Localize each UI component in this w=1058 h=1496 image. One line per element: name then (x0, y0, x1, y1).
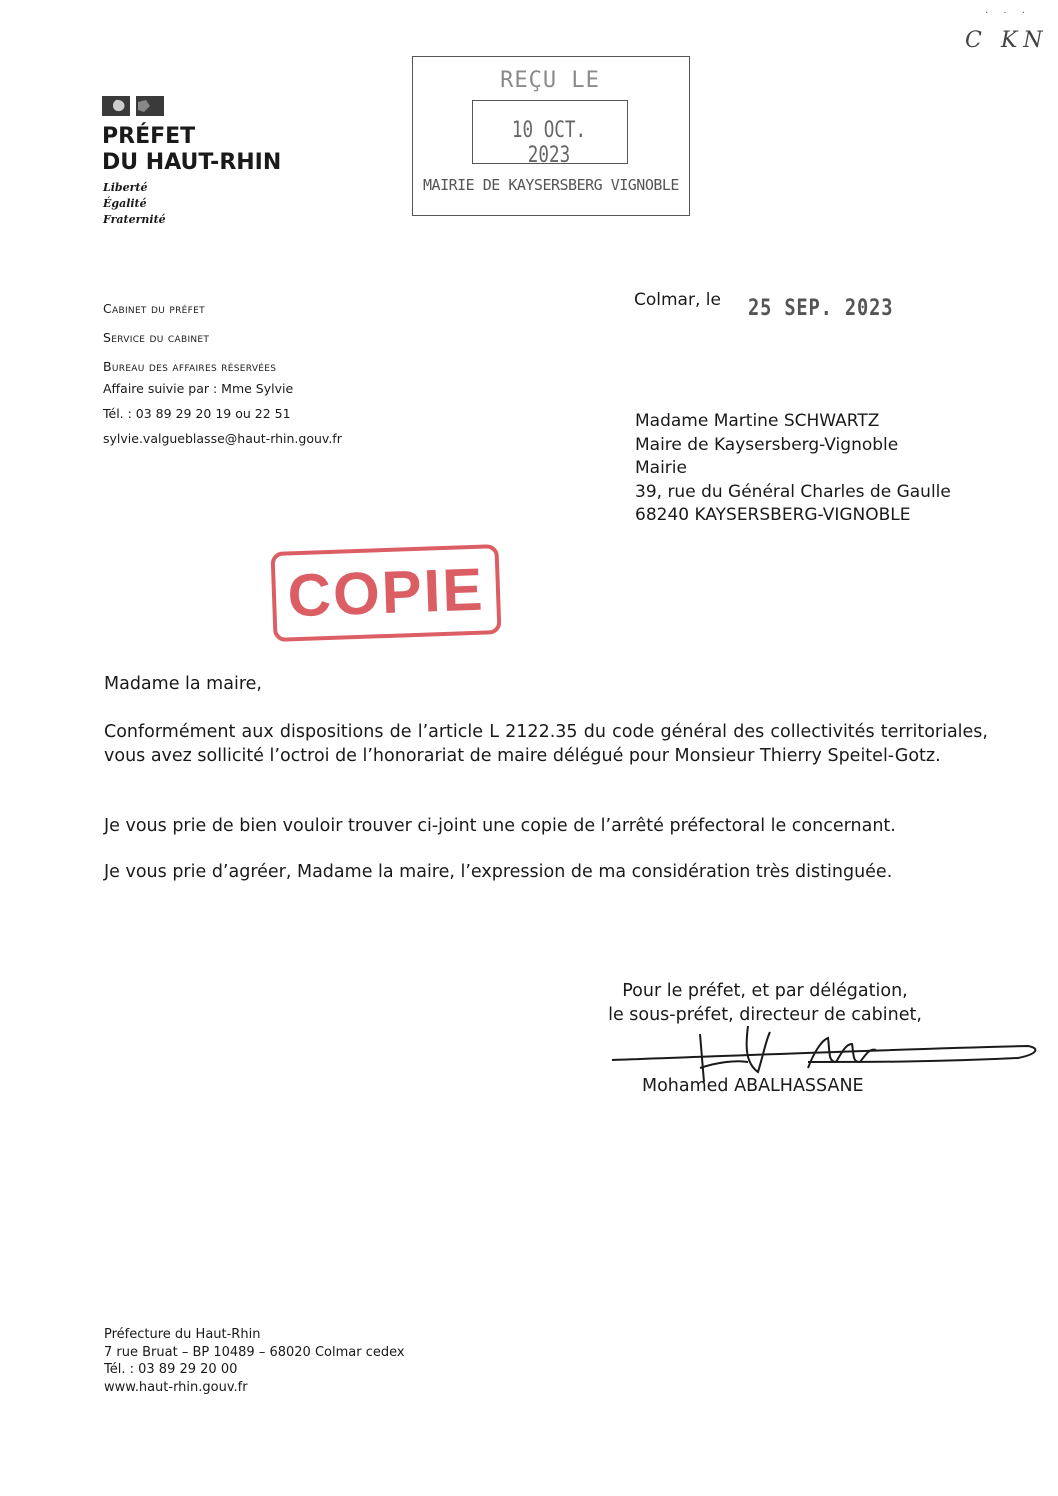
signature-title-line: le sous-préfet, directeur de cabinet, (608, 1005, 922, 1025)
contact-email: sylvie.valgueblasse@haut-rhin.gouv.fr (103, 431, 342, 446)
letter-place: Colmar, le (634, 290, 721, 310)
body-paragraph-1: Conformément aux dispositions de l’article L 2122.35 du code général des collectivités territoriales, vous avez sollicité l’octroi de l’honorariat de maire délégué pour Monsieur Thierry Speitel-Gotz. (104, 722, 988, 766)
motto-fraternite: Fraternité (103, 213, 166, 226)
salutation: Madame la maire, (104, 674, 262, 694)
signatory-name: Mohamed ABALHASSANE (642, 1076, 864, 1096)
body-paragraph-2: Je vous prie de bien vouloir trouver ci-joint une copie de l’arrêté préfectoral le concernant. (104, 816, 896, 836)
letter-date-stamp: 25 SEP. 2023 (748, 296, 894, 321)
service-line-service: Service du cabinet (103, 330, 210, 345)
motto-liberte: Liberté (103, 181, 148, 194)
motto-egalite: Égalité (103, 197, 147, 210)
marianne-logo-icon (102, 96, 164, 116)
received-stamp-office: MAIRIE DE KAYSERSBERG VIGNOBLE (423, 176, 679, 194)
recipient-city: 68240 KAYSERSBERG-VIGNOBLE (635, 505, 911, 525)
footer-institution: Préfecture du Haut-Rhin (104, 1327, 261, 1342)
contact-person: Affaire suivie par : Mme Sylvie (103, 381, 294, 396)
recipient-address (635, 410, 951, 528)
issuer-title (102, 124, 281, 176)
republic-motto (103, 180, 166, 228)
issuer-title-line1: PRÉFET (102, 124, 196, 149)
service-line-cabinet: Cabinet du préfet (103, 301, 205, 316)
handwritten-initials: C KN (965, 28, 1049, 53)
issuer-title-line2: DU HAUT-RHIN (102, 150, 282, 175)
signature-delegation-line: Pour le préfet, et par délégation, (622, 981, 908, 1001)
recipient-street: 39, rue du Général Charles de Gaulle (635, 481, 951, 502)
service-line-bureau: Bureau des affaires réservées (103, 359, 277, 374)
footer-phone: Tél. : 03 89 29 20 00 (104, 1362, 238, 1377)
received-stamp-date: 10 OCT. 2023 (511, 118, 587, 168)
body-paragraph-3: Je vous prie d’agréer, Madame la maire, l’expression de ma considération très distinguée. (104, 862, 893, 882)
copie-stamp: COPIE (270, 544, 501, 642)
received-stamp-title: REÇU LE (500, 68, 600, 93)
sender-service (103, 294, 276, 381)
sender-contact (103, 376, 342, 451)
recipient-institution: Mairie (635, 458, 687, 478)
recipient-name: Madame Martine SCHWARTZ (635, 411, 880, 431)
footer-address (104, 1326, 405, 1396)
footer-website: www.haut-rhin.gouv.fr (104, 1379, 248, 1395)
footer-street: 7 rue Bruat – BP 10489 – 68020 Colmar cedex (104, 1344, 405, 1360)
contact-phone: Tél. : 03 89 29 20 19 ou 22 51 (103, 406, 291, 421)
recipient-role: Maire de Kaysersberg-Vignoble (635, 434, 899, 455)
handwritten-dots: · · · (985, 8, 1031, 19)
